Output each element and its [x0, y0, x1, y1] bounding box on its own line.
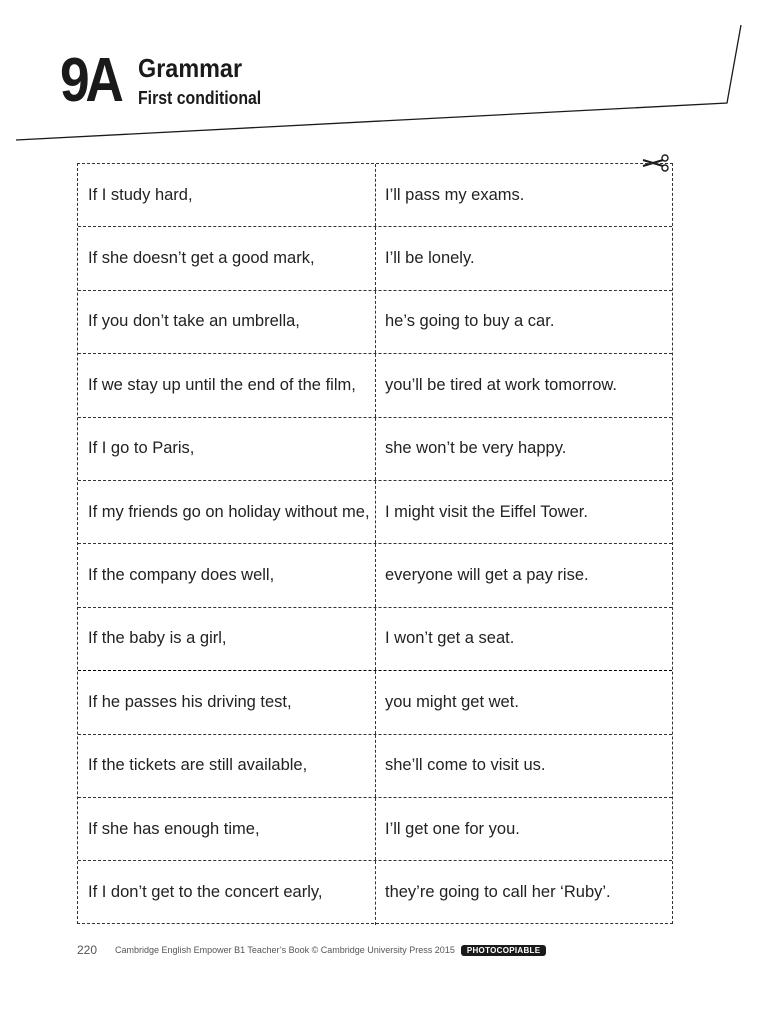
page-number: 220 [77, 943, 98, 957]
result-card: you might get wet. [385, 692, 519, 711]
condition-card: If the baby is a girl, [78, 608, 376, 670]
result-card: I won’t get a seat. [385, 629, 515, 648]
card-row [78, 354, 672, 417]
condition-card: If he passes his driving test, [78, 671, 376, 733]
condition-card: If the company does well, [78, 544, 376, 606]
condition-card: If my friends go on holiday without me, [78, 481, 376, 543]
card-row [78, 735, 672, 798]
page-title: Grammar [138, 53, 243, 83]
card-row [78, 291, 672, 354]
condition-card: If she doesn’t get a good mark, [78, 227, 376, 289]
condition-card: If I study hard, [78, 164, 376, 226]
page-subtitle: First conditional [138, 88, 262, 108]
result-card: I might visit the Eiffel Tower. [385, 502, 588, 521]
condition-card: If I don’t get to the concert early, [78, 861, 376, 924]
condition-card: If the tickets are still available, [78, 735, 376, 797]
result-card: you’ll be tired at work tomorrow. [385, 375, 618, 394]
card-row [78, 544, 672, 607]
card-row [78, 608, 672, 671]
result-card: I’ll get one for you. [385, 819, 520, 838]
condition-card: If we stay up until the end of the film, [78, 354, 376, 416]
result-card: he’s going to buy a car. [385, 312, 555, 331]
card-row [78, 164, 672, 227]
card-grid [77, 163, 673, 924]
photocopiable-badge: PHOTOCOPIABLE [461, 945, 547, 956]
condition-card: If she has enough time, [78, 798, 376, 860]
result-card: I’ll pass my exams. [385, 185, 525, 204]
card-row [78, 671, 672, 734]
result-card: everyone will get a pay rise. [385, 566, 589, 585]
condition-card: If you don’t take an umbrella, [78, 291, 376, 353]
card-row [78, 861, 672, 924]
copyright-credit: Cambridge English Empower B1 Teacher’s Book © Cambridge University Press 2015 [115, 945, 455, 955]
card-row [78, 481, 672, 544]
result-card: I’ll be lonely. [385, 249, 475, 268]
result-card: she’ll come to visit us. [385, 756, 546, 775]
card-row [78, 227, 672, 290]
result-card: they’re going to call her ‘Ruby’. [385, 883, 611, 902]
card-row [78, 798, 672, 861]
unit-code: 9A [60, 46, 120, 115]
condition-card: If I go to Paris, [78, 418, 376, 480]
result-card: she won’t be very happy. [385, 439, 567, 458]
card-row [78, 418, 672, 481]
footer [77, 943, 546, 957]
